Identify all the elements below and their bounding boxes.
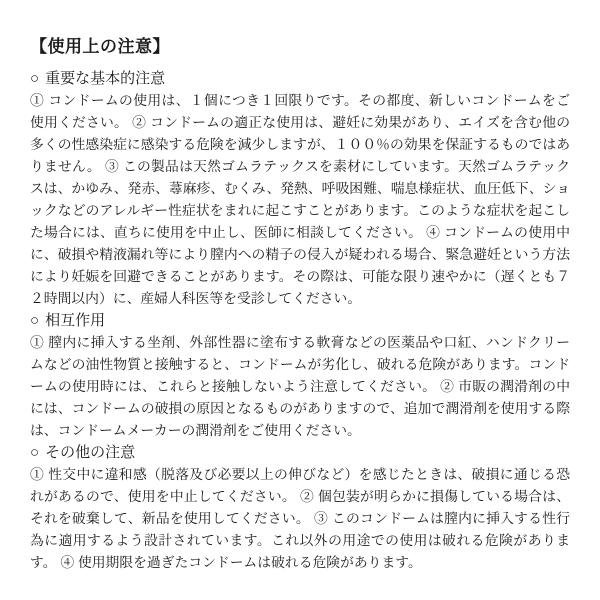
section-heading [30,310,570,332]
section-body: ① 膣内に挿入する坐剤、外部性器に塗布する軟膏などの医薬品や口紅、ハンドクリームなどの油性物質と接触すると、コンドームが劣化し、破れる危険があります。コンドームの使用時には、これらと接触しないよう注意してください。 ② 市販の潤滑剤の中には、コンドームの破損の原因となるものがありますので、追加で潤滑剤を使用する際は、コンドームメーカーの潤滑剤をご使用ください。 [30,335,570,438]
circle-bullet-icon: ○ [30,444,40,461]
section-heading-label: 重要な基本的注意 [45,70,166,87]
page-title: 【使用上の注意】 [30,37,170,56]
section-heading [30,442,570,464]
section-interactions [30,310,570,442]
section-other-precautions [30,442,570,574]
circle-bullet-icon: ○ [30,70,40,87]
section-heading [30,68,570,90]
section-heading-label: 相互作用 [45,312,106,329]
section-body: ① 性交中に違和感（脱落及び必要以上の伸びなど）を感じたときは、破損に通じる恐れがあるので、使用を中止してください。 ② 個包装が明らかに損傷している場合は、それを破棄して、新品を使用してください。 ③ このコンドームは膣内に挿入する性行為に適用するよう設計されています。これ以外の用途での使用は破れる危険があります。 ④ 使用期限を過ぎたコンドームは破れる危険があります。 [30,467,570,570]
section-heading-label: その他の注意 [45,444,136,461]
circle-bullet-icon: ○ [30,312,40,329]
section-body: ① コンドームの使用は、１個につき１回限りです。その都度、新しいコンドームをご使用ください。 ② コンドームの適正な使用は、避妊に効果があり、エイズを含む他の多くの性感染症に感染する危険を減少しますが、１００％の効果を保証するものではありません。 ③ この製品は天然ゴムラテックスを素材にしています。天然ゴムラテックスは、かゆみ、発赤、蕁麻疹、むくみ、発熱、呼吸困難、喘息様症状、血圧低下、ショックなどのアレルギー性症状をまれに起こすことがあります。このような症状を起こした場合には、直ちに使用を中止し、医師に相談してください。 ④ コンドームの使用中に、破損や精液漏れ等により膣内への精子の侵入が疑われる場合、緊急避妊という方法により妊娠を回避できることがあります。その際は、可能な限り速やかに（遅くとも７２時間以内）に、産婦人科医等を受診してください。 [30,93,570,306]
section-important-basic-precautions [30,68,570,310]
